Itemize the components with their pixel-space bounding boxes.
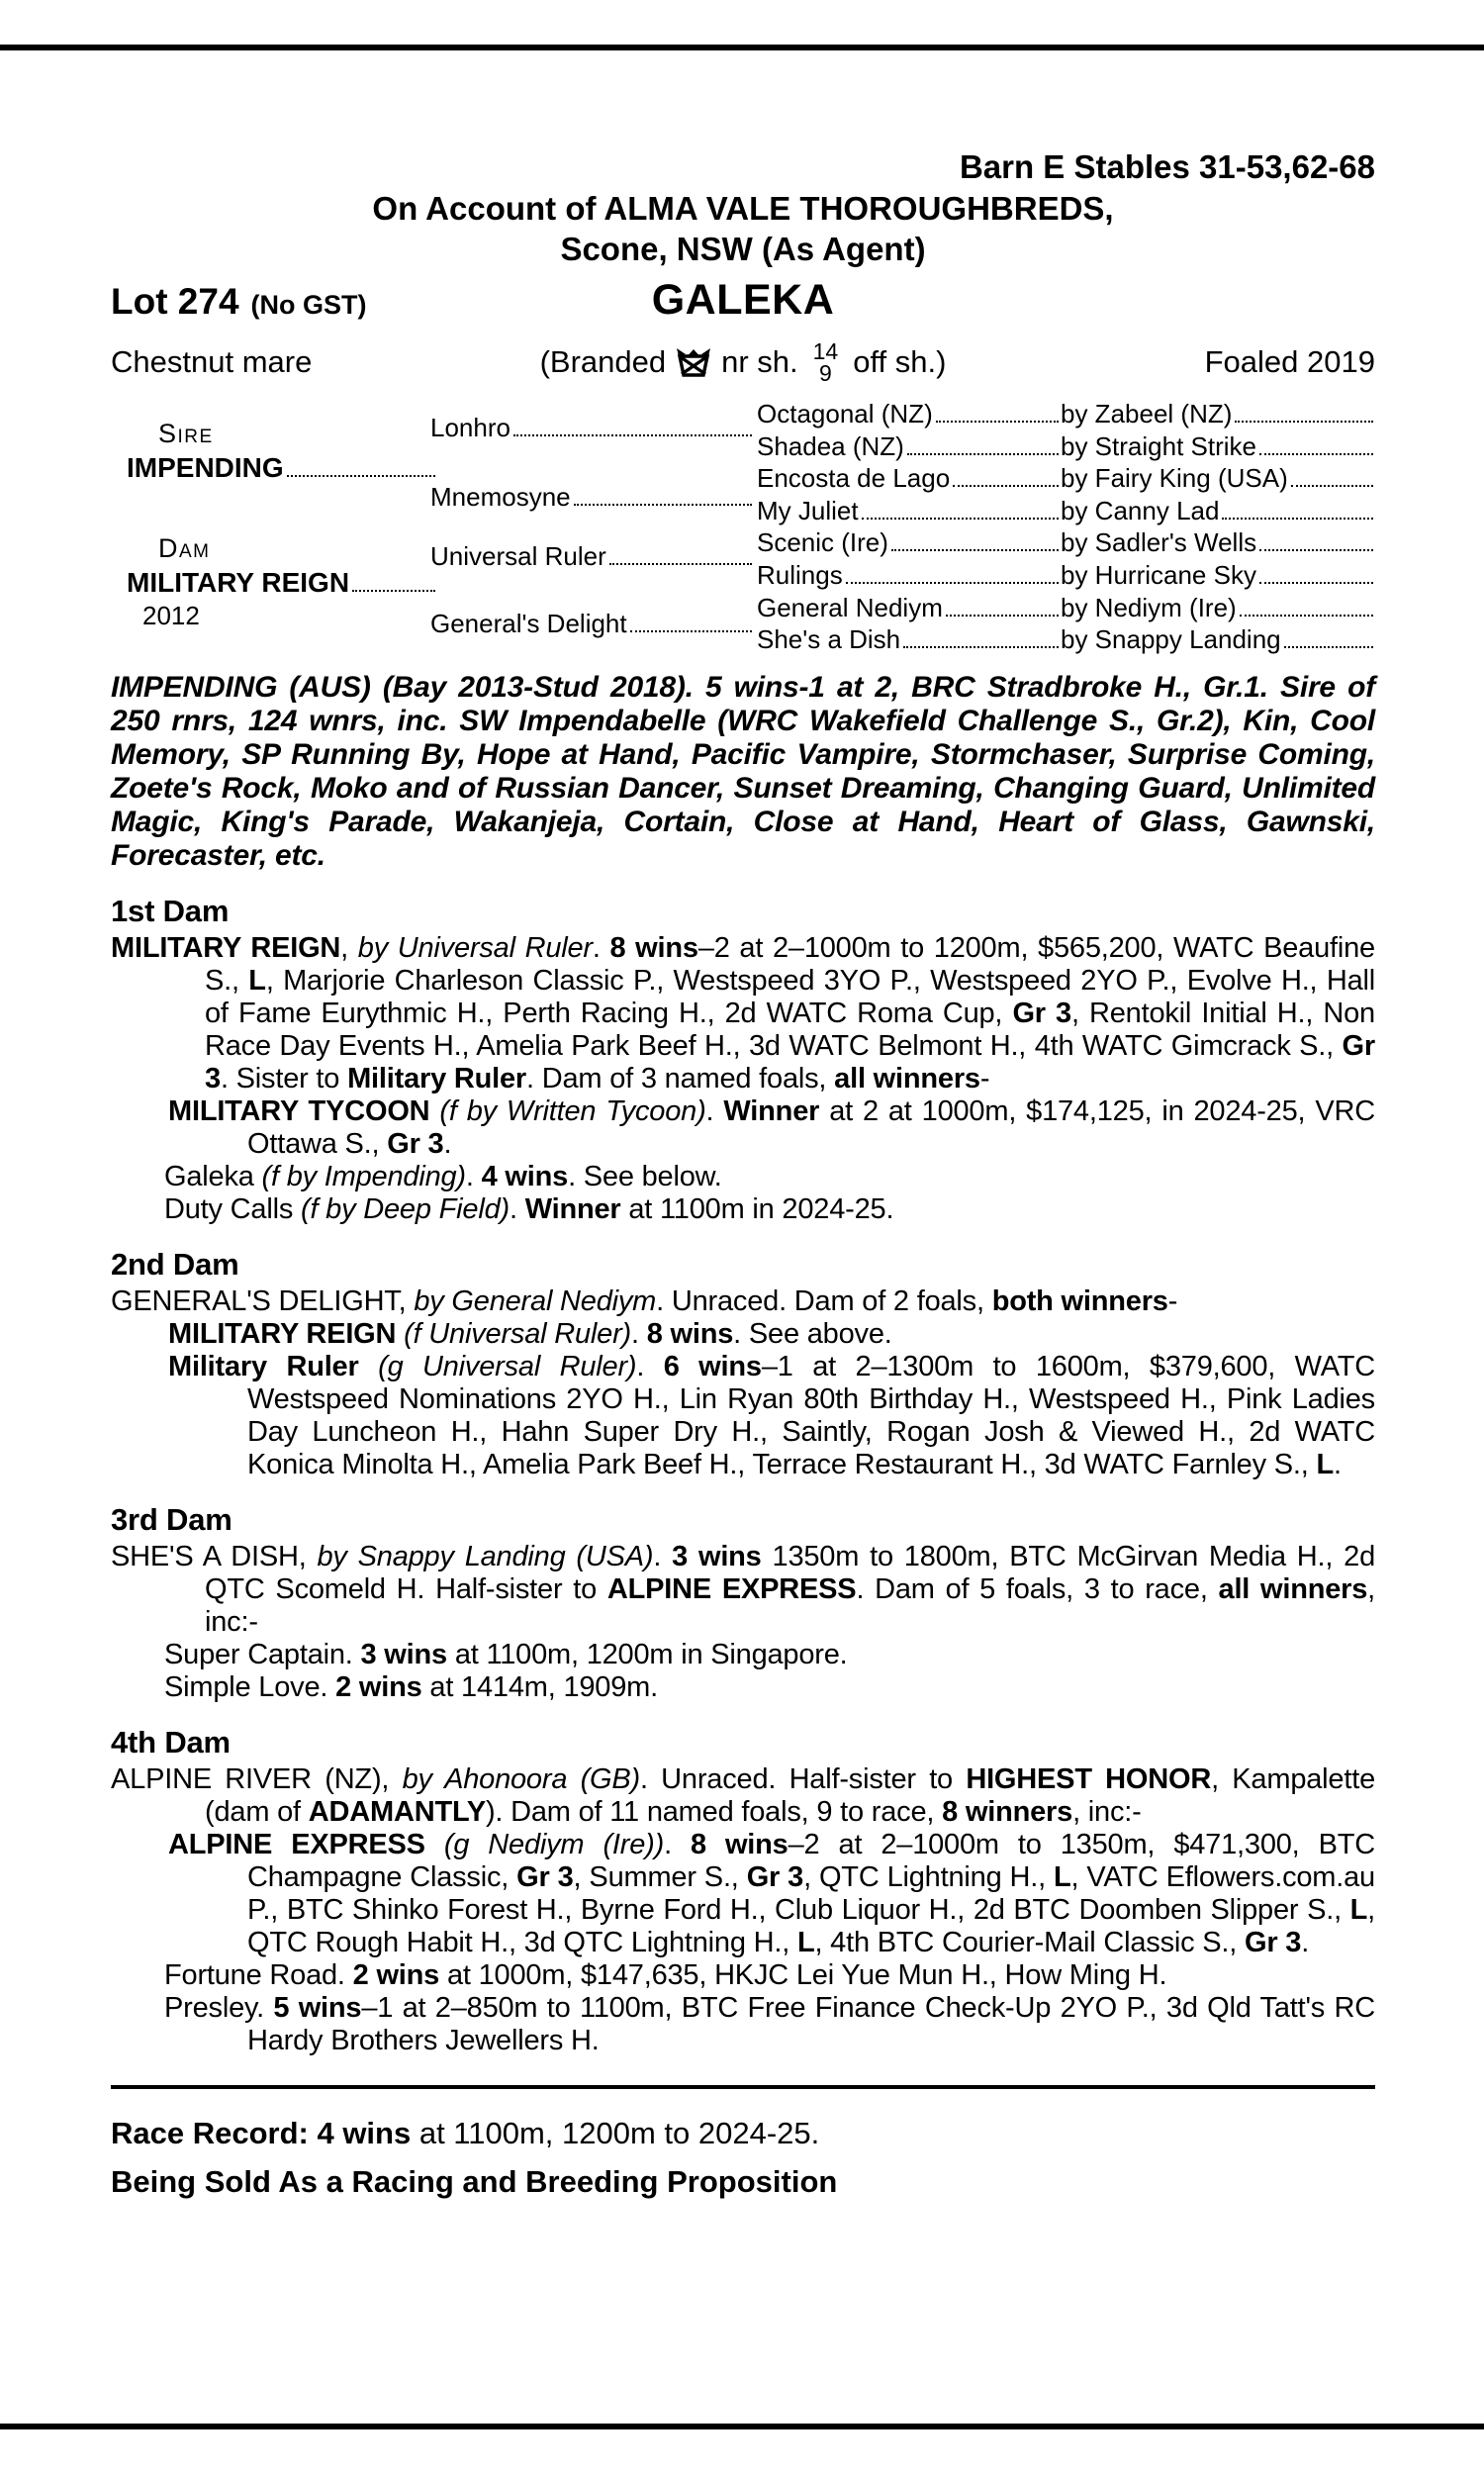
text-segment: at 1100m, 1200m to 2024-25. xyxy=(411,2116,820,2150)
text-segment: (g Nediym (Ire)) xyxy=(443,1829,665,1860)
dot-leader xyxy=(630,630,752,632)
text-segment: –1 at 2–850m to 1100m, BTC Free Finance Check-Up 2YO P., 3d Qld Tatt's RC Hardy Brothers Jewellers H. xyxy=(247,1992,1375,2056)
gen3-sire-cell xyxy=(1061,400,1375,428)
text-segment: Duty Calls xyxy=(164,1193,301,1225)
pedigree-entry xyxy=(111,1095,1375,1161)
text-segment: ALPINE EXPRESS xyxy=(606,1573,857,1605)
pedigree-entry xyxy=(111,1829,1375,1959)
text-segment: . xyxy=(443,1128,452,1160)
gen3-sire-cell xyxy=(1061,594,1375,622)
text-segment: Winner xyxy=(524,1193,621,1225)
text-segment: L xyxy=(248,965,266,997)
text-segment: Gr 3 xyxy=(516,1861,574,1893)
pedigree-entry xyxy=(111,1351,1375,1481)
gen3-by-name: by Snappy Landing xyxy=(1061,624,1281,655)
sire-label: Sire xyxy=(158,419,214,448)
horse-name: GALEKA xyxy=(651,276,835,324)
dam-label: Dam xyxy=(158,533,211,563)
text-segment: . Sister to xyxy=(220,1063,348,1094)
brand-number-stack xyxy=(813,340,839,384)
pedigree-gen3-row xyxy=(757,528,1375,557)
text-segment: , VATC Eflowers.com.au P., BTC Shinko Forest H., Byrne Ford H., Club Liquor H., 2d BTC Doomben Slipper S., xyxy=(247,1861,1375,1926)
gen3-by-name: by Sadler's Wells xyxy=(1061,527,1257,558)
pedigree-gen3-row xyxy=(757,594,1375,622)
footer-separator-rule xyxy=(111,2085,1375,2089)
lot-number: Lot 274 xyxy=(111,281,239,322)
text-segment: (f Universal Ruler) xyxy=(404,1318,631,1350)
pedigree-entry xyxy=(111,1161,1375,1193)
pedigree-table xyxy=(111,394,1375,665)
text-segment: . xyxy=(1301,1927,1310,1958)
dot-leader xyxy=(1222,518,1373,520)
text-segment: MILITARY REIGN xyxy=(111,932,341,964)
gen3-sire-cell xyxy=(1061,528,1375,557)
lot-block xyxy=(111,281,652,323)
sold-as-line: Being Sold As a Racing and Breeding Proposition xyxy=(111,2164,838,2199)
text-segment: . xyxy=(653,1541,673,1572)
text-segment: , Rentokil Initial H., Non Race Day Events H., Amelia Park Beef H., 3d WATC Belmont H., 4th WATC Gimcrack S., xyxy=(205,998,1375,1062)
text-segment: at 1100m in 2024-25. xyxy=(620,1193,894,1225)
text-segment: –2 at 2–1000m to 1350m, $471,300, BTC Champagne Classic, xyxy=(247,1829,1375,1893)
text-segment: 2 wins xyxy=(335,1671,422,1703)
pedigree-entry xyxy=(111,1285,1375,1318)
dot-leader xyxy=(862,518,1059,520)
text-segment xyxy=(429,1095,439,1127)
text-segment: (f by Deep Field) xyxy=(301,1193,510,1225)
sire-name: IMPENDING xyxy=(127,452,284,483)
gen3-name-cell xyxy=(757,561,1061,590)
dot-leader xyxy=(936,421,1059,423)
dot-leader xyxy=(846,582,1059,584)
text-segment: Gr 3 xyxy=(387,1128,444,1160)
race-record-line xyxy=(111,2117,1375,2149)
dam-year: 2012 xyxy=(142,601,200,630)
text-segment: (g Universal Ruler) xyxy=(378,1351,637,1382)
text-segment: by Universal Ruler xyxy=(357,932,593,964)
text-segment: . xyxy=(592,932,610,964)
pedigree-gen3-row xyxy=(757,464,1375,493)
brand-prefix: (Branded xyxy=(539,344,667,379)
dot-leader xyxy=(891,549,1059,551)
text-segment: Super Captain. xyxy=(164,1639,361,1670)
dam-sections xyxy=(111,895,1375,2057)
text-segment: –1 at 2–1300m to 1600m, $379,600, WATC Westspeed Nominations 2YO H., Lin Ryan 80th Birthday H., Westspeed H., Pink Ladies Day Luncheon H., Hahn Super Dry H., Saintly, Rogan Josh & Viewed H., 2d WATC Konica Minolta H., Amelia Park Beef H., Terrace Restaurant H., 3d WATC Farnley S., xyxy=(247,1351,1375,1480)
text-segment: –2 at 2–1000m to 1200m, $565,200, WATC Beaufine S., xyxy=(205,932,1375,997)
pedigree-entry xyxy=(111,1992,1375,2057)
dam-section-heading: 3rd Dam xyxy=(111,1502,232,1537)
sire-name-row xyxy=(127,453,437,482)
dot-leader xyxy=(946,615,1059,617)
text-segment: 4 wins xyxy=(481,1161,569,1192)
text-segment: 1350m to 1800m, BTC McGirvan Media H., 2d QTC Scomeld H. Half-sister to xyxy=(205,1541,1375,1605)
gen3-name: She's a Dish xyxy=(757,624,901,655)
brand-group xyxy=(540,340,947,384)
dot-leader xyxy=(352,590,435,592)
text-segment: , 4th BTC Courier-Mail Classic S., xyxy=(814,1927,1245,1958)
text-segment: all winners xyxy=(834,1063,980,1094)
pedigree-entry xyxy=(111,1193,1375,1226)
dot-leader xyxy=(953,485,1059,487)
gen3-name-cell xyxy=(757,625,1061,654)
text-segment xyxy=(396,1318,404,1350)
bottom-border-rule xyxy=(0,2424,1484,2429)
barn-location: Barn E Stables 31-53,62-68 xyxy=(959,148,1375,185)
text-segment: L xyxy=(1349,1894,1368,1926)
dot-leader xyxy=(903,646,1059,648)
text-segment: by General Nediym xyxy=(414,1285,657,1317)
gen3-name: Scenic (Ire) xyxy=(757,527,888,558)
text-segment: Simple Love. xyxy=(164,1671,336,1703)
text-segment: . Unraced. Half-sister to xyxy=(639,1763,967,1795)
text-segment: Military Ruler xyxy=(347,1063,527,1094)
text-segment: (f by Impending) xyxy=(261,1161,466,1192)
gst-note: (No GST) xyxy=(250,290,367,320)
description-row xyxy=(111,327,1375,398)
gen3-name-cell xyxy=(757,528,1061,557)
text-segment: GENERAL'S DELIGHT, xyxy=(111,1285,415,1317)
text-segment: . See above. xyxy=(733,1318,892,1350)
text-segment: , xyxy=(340,932,358,964)
gen3-name: My Juliet xyxy=(757,495,859,525)
text-segment: 5 wins xyxy=(273,1992,362,2024)
text-segment: , Marjorie Charleson Classic P., Westspeed 3YO P., Westspeed 2YO P., Evolve H., Hall of Fame Eurythmic H., Perth Racing H., 2d WATC Roma Cup, xyxy=(205,965,1376,1029)
gen2-name: Mnemosyne xyxy=(430,482,571,512)
pedigree-gen2-row xyxy=(430,542,754,571)
dot-leader xyxy=(1284,646,1373,648)
pedigree-gen2-row xyxy=(430,610,754,638)
colour-sex: Chestnut mare xyxy=(111,344,313,379)
gen3-name: General Nediym xyxy=(757,592,943,622)
pedigree-gen3-row xyxy=(757,400,1375,428)
dam-section-heading: 4th Dam xyxy=(111,1725,231,1760)
pedigree-entry xyxy=(111,1959,1375,1992)
text-segment: . Dam of 5 foals, 3 to race, xyxy=(856,1573,1219,1605)
text-segment: . xyxy=(664,1829,691,1860)
text-segment: MILITARY REIGN xyxy=(168,1318,397,1350)
text-segment: at 1414m, 1909m. xyxy=(421,1671,658,1703)
gen3-by-name: by Hurricane Sky xyxy=(1061,560,1256,590)
lot-title-row xyxy=(111,276,1375,325)
text-segment: all winners xyxy=(1218,1573,1368,1605)
text-segment: , Kampalette (dam of xyxy=(205,1763,1375,1828)
dam-section-heading: 1st Dam xyxy=(111,894,230,928)
text-segment: ). Dam of 11 named foals, 9 to race, xyxy=(485,1796,943,1828)
text-segment: , QTC Lightning H., xyxy=(803,1861,1054,1893)
dot-leader xyxy=(1291,485,1373,487)
dam-section-heading: 2nd Dam xyxy=(111,1247,239,1282)
gen3-by-name: by Canny Lad xyxy=(1061,495,1220,525)
gen3-by-name: by Zabeel (NZ) xyxy=(1061,399,1233,428)
gen3-sire-cell xyxy=(1061,464,1375,493)
text-segment: MILITARY TYCOON xyxy=(168,1095,430,1127)
text-segment: HIGHEST HONOR xyxy=(966,1763,1212,1795)
gen3-name: Encosta de Lago xyxy=(757,463,951,494)
dot-leader xyxy=(907,453,1059,455)
text-segment: 8 wins xyxy=(609,932,698,964)
pedigree-gen2-row xyxy=(430,414,754,442)
vendor-location-line: Scone, NSW (As Agent) xyxy=(560,231,926,267)
text-segment: (f by Written Tycoon) xyxy=(439,1095,706,1127)
text-segment: Race Record: 4 wins xyxy=(111,2116,412,2150)
text-segment: . xyxy=(509,1193,525,1225)
gen3-name-cell xyxy=(757,432,1061,461)
pedigree-gen2-row xyxy=(430,483,754,512)
text-segment: at 2 at 1000m, $174,125, in 2024-25, VRC Ottawa S., xyxy=(247,1095,1375,1160)
dot-leader xyxy=(1259,453,1373,455)
gen3-by-name: by Straight Strike xyxy=(1061,430,1256,461)
text-segment: . xyxy=(636,1351,664,1382)
gen3-by-name: by Nediym (Ire) xyxy=(1061,592,1237,622)
dot-leader xyxy=(513,434,752,436)
brand-near-shoulder: nr sh. xyxy=(721,344,798,379)
gen2-name: Lonhro xyxy=(430,413,510,442)
text-segment: Galeka xyxy=(164,1161,262,1192)
text-segment: ALPINE RIVER (NZ), xyxy=(111,1763,403,1795)
gen3-name: Shadea (NZ) xyxy=(757,430,904,461)
dot-leader xyxy=(1240,615,1373,617)
text-segment: . xyxy=(631,1318,647,1350)
gen3-name-cell xyxy=(757,400,1061,428)
text-segment: L xyxy=(796,1927,815,1958)
text-segment: at 1000m, $147,635, HKJC Lei Yue Mun H., How Ming H. xyxy=(439,1959,1167,1991)
text-segment: L xyxy=(1316,1449,1334,1480)
dot-leader xyxy=(1259,582,1373,584)
text-segment: 6 wins xyxy=(663,1351,762,1382)
pedigree-entry xyxy=(111,1639,1375,1671)
pedigree-gen3-row xyxy=(757,432,1375,461)
gen3-sire-cell xyxy=(1061,561,1375,590)
text-segment: . xyxy=(1333,1449,1342,1480)
pedigree-text-body xyxy=(111,661,1375,2198)
pedigree-gen3-row xyxy=(757,497,1375,525)
brand-denominator: 9 xyxy=(819,360,832,386)
brand-numerator: 14 xyxy=(812,338,839,364)
dot-leader xyxy=(287,475,435,477)
text-segment: at 1100m, 1200m in Singapore. xyxy=(446,1639,848,1670)
text-segment: ALPINE EXPRESS xyxy=(168,1829,425,1860)
foaled-year: Foaled 2019 xyxy=(1204,344,1375,379)
dot-leader xyxy=(609,563,752,565)
text-segment: by Ahonoora (GB) xyxy=(402,1763,640,1795)
text-segment: Fortune Road. xyxy=(164,1959,353,1991)
dot-leader xyxy=(1235,421,1373,423)
gen3-name: Rulings xyxy=(757,560,843,590)
text-segment: 3 wins xyxy=(672,1541,762,1572)
text-segment: - xyxy=(979,1063,990,1094)
text-segment: 8 winners xyxy=(942,1796,1073,1828)
text-segment: both winners xyxy=(991,1285,1168,1317)
text-segment: ADAMANTLY xyxy=(308,1796,486,1828)
text-segment: , QTC Rough Habit H., 3d QTC Lightning H., xyxy=(247,1894,1375,1958)
gen3-sire-cell xyxy=(1061,432,1375,461)
dam-name: MILITARY REIGN xyxy=(127,567,350,598)
gen2-name: Universal Ruler xyxy=(430,541,606,571)
pedigree-entry xyxy=(111,1671,1375,1704)
sire-summary-paragraph: IMPENDING (AUS) (Bay 2013-Stud 2018). 5 wins-1 at 2, BRC Stradbroke H., Gr.1. Sire of 250 rnrs, 124 wnrs, inc. SW Impendabelle (WRC Wakefield Challenge S., Gr.2), Kin, Cool Memory, SP Running By, Hope at Hand, Pacific Vampire, Stormchaser, Surprise Coming, Zoete's Rock, Moko and of Russian Dancer, Sunset Dreaming, Changing Guard, Unlimited Magic, King's Parade, Wakanjeja, Cortain, Close at Hand, Heart of Glass, Gawnski, Forecaster, etc. xyxy=(111,671,1375,872)
top-border-rule xyxy=(0,45,1484,50)
text-segment: . See below. xyxy=(568,1161,722,1192)
gen3-name: Octagonal (NZ) xyxy=(757,399,933,428)
gen3-sire-cell xyxy=(1061,497,1375,525)
pedigree-entry xyxy=(111,1541,1375,1639)
text-segment: Gr 3 xyxy=(1245,1927,1302,1958)
text-segment: Presley. xyxy=(164,1992,274,2024)
gen2-name: General's Delight xyxy=(430,609,627,638)
text-segment: Winner xyxy=(723,1095,820,1127)
pedigree-gen3-row xyxy=(757,625,1375,654)
text-segment: . xyxy=(705,1095,724,1127)
gen3-name-cell xyxy=(757,594,1061,622)
gen3-name-cell xyxy=(757,464,1061,493)
horse-brand-icon xyxy=(676,347,711,378)
text-segment xyxy=(425,1829,444,1860)
dam-name-row xyxy=(127,568,437,597)
text-segment: Gr 3 xyxy=(205,1030,1375,1094)
gen3-name-cell xyxy=(757,497,1061,525)
text-segment: by Snappy Landing (USA) xyxy=(317,1541,654,1572)
text-segment: . Dam of 3 named foals, xyxy=(526,1063,835,1094)
brand-off-shoulder: off sh.) xyxy=(853,344,947,379)
pedigree-entry xyxy=(111,1318,1375,1351)
text-segment: Gr 3 xyxy=(746,1861,804,1893)
text-segment: , inc:- xyxy=(205,1573,1376,1638)
vendor-account-line: On Account of ALMA VALE THOROUGHBREDS, xyxy=(372,190,1114,227)
gen3-sire-cell xyxy=(1061,625,1375,654)
text-segment: - xyxy=(1167,1285,1178,1317)
text-segment: , inc:- xyxy=(1072,1796,1142,1828)
text-segment: 8 wins xyxy=(690,1829,788,1860)
text-segment: Gr 3 xyxy=(1012,998,1071,1029)
text-segment: 3 wins xyxy=(360,1639,447,1670)
gen3-by-name: by Fairy King (USA) xyxy=(1061,463,1288,494)
text-segment: SHE'S A DISH, xyxy=(111,1541,318,1572)
text-segment: , Summer S., xyxy=(573,1861,747,1893)
text-segment: 2 wins xyxy=(352,1959,440,1991)
text-segment: 8 wins xyxy=(646,1318,734,1350)
pedigree-gen3-row xyxy=(757,561,1375,590)
text-segment: Military Ruler xyxy=(168,1351,359,1382)
dot-leader xyxy=(1259,549,1373,551)
text-segment: . Unraced. Dam of 2 foals, xyxy=(656,1285,992,1317)
pedigree-entry xyxy=(111,932,1375,1095)
pedigree-entry xyxy=(111,1763,1375,1829)
text-segment: . xyxy=(465,1161,482,1192)
text-segment: L xyxy=(1053,1861,1071,1893)
text-segment xyxy=(359,1351,379,1382)
dot-leader xyxy=(574,504,752,506)
